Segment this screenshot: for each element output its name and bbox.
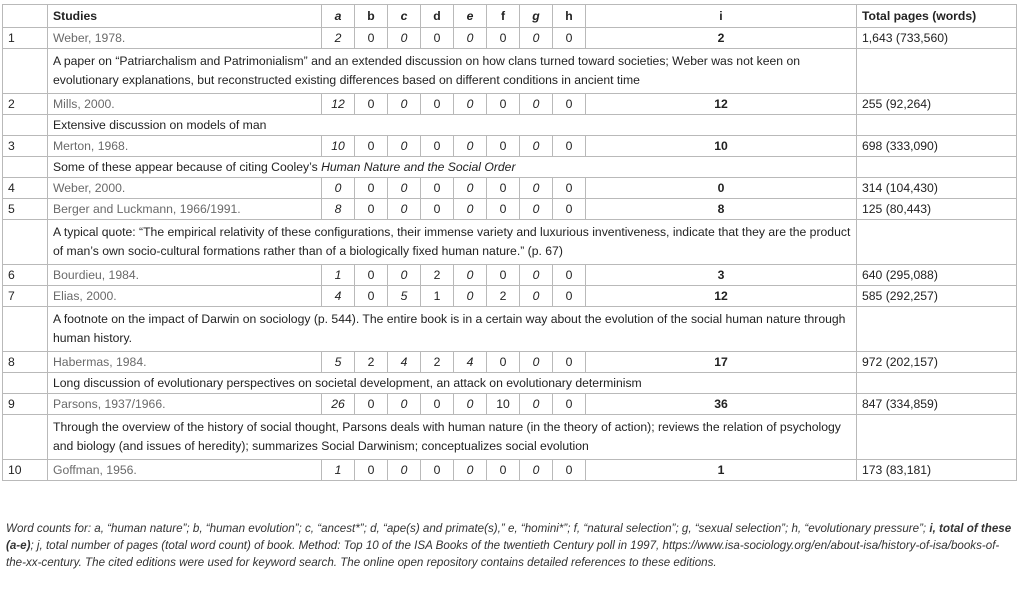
note-spacer [857, 307, 1017, 352]
header-studies: Studies [48, 5, 322, 28]
row-number: 6 [3, 265, 48, 286]
count-e: 4 [454, 352, 487, 373]
study-note: Extensive discussion on models of man [48, 115, 857, 136]
row-number: 8 [3, 352, 48, 373]
header-a: a [322, 5, 355, 28]
count-f: 0 [487, 265, 520, 286]
note-spacer [3, 415, 48, 460]
header-e: e [454, 5, 487, 28]
note-row [3, 115, 1017, 136]
count-g: 0 [520, 265, 553, 286]
count-d: 1 [421, 286, 454, 307]
table-row [3, 394, 1017, 415]
study-note: A paper on “Patriarchalism and Patrimonialism” and an extended discussion on how clans turned toward societies; Weber was not keen on evolutionary explanations, but reconstructed existing differences based on different conditions in ancient time [48, 49, 857, 94]
studies-table [2, 4, 1017, 481]
header-g: g [520, 5, 553, 28]
count-e: 0 [454, 265, 487, 286]
count-d: 0 [421, 178, 454, 199]
study-citation: Elias, 2000. [48, 286, 322, 307]
count-f: 0 [487, 136, 520, 157]
count-g: 0 [520, 136, 553, 157]
count-d: 0 [421, 28, 454, 49]
footnote-bold: i, total of these (a-e) [6, 522, 1012, 552]
study-citation: Berger and Luckmann, 1966/1991. [48, 199, 322, 220]
note-spacer [3, 157, 48, 178]
count-b: 0 [355, 94, 388, 115]
count-c: 4 [388, 352, 421, 373]
study-citation: Mills, 2000. [48, 94, 322, 115]
count-c: 0 [388, 136, 421, 157]
header-row [3, 5, 1017, 28]
row-number: 2 [3, 94, 48, 115]
study-note: Long discussion of evolutionary perspectives on societal development, an attack on evolutionary determinism [48, 373, 857, 394]
footnote-text: Word counts for: a, “human nature”; b, “human evolution”; c, “ancest*”; d, “ape(s) and primate(s),” e, “homini*”; f, “natural selection”; g, “sexual selection”; h, “evolutionary pressure”; [6, 522, 930, 535]
count-a: 10 [322, 136, 355, 157]
total-pages: 847 (334,859) [857, 394, 1017, 415]
footnote-text-end: ; j, total number of pages (total word count) of book. Method: Top 10 of the ISA Books of the twentieth Century poll in 1997, https://www.isa-sociology.org/en/about-isa/history-of-isa/books-of-the-xx-century. The cited editions were used for keyword search. The online open repository contains detailed references to these editions. [6, 539, 1000, 569]
count-h: 0 [553, 394, 586, 415]
count-g: 0 [520, 28, 553, 49]
count-a: 1 [322, 460, 355, 481]
note-spacer [3, 115, 48, 136]
count-b: 0 [355, 178, 388, 199]
total-pages: 698 (333,090) [857, 136, 1017, 157]
study-citation: Weber, 2000. [48, 178, 322, 199]
table-row [3, 28, 1017, 49]
total-pages: 1,643 (733,560) [857, 28, 1017, 49]
count-e: 0 [454, 286, 487, 307]
count-c: 0 [388, 265, 421, 286]
count-d: 0 [421, 460, 454, 481]
note-row [3, 49, 1017, 94]
count-a: 12 [322, 94, 355, 115]
book-title: Human Nature and the Social Order [321, 159, 516, 174]
count-g: 0 [520, 394, 553, 415]
row-number: 4 [3, 178, 48, 199]
count-f: 0 [487, 178, 520, 199]
total-pages: 255 (92,264) [857, 94, 1017, 115]
total-pages: 125 (80,443) [857, 199, 1017, 220]
count-d: 2 [421, 265, 454, 286]
count-i-total: 12 [586, 286, 857, 307]
count-a: 4 [322, 286, 355, 307]
count-e: 0 [454, 28, 487, 49]
total-pages: 640 (295,088) [857, 265, 1017, 286]
count-a: 5 [322, 352, 355, 373]
note-spacer [3, 49, 48, 94]
count-g: 0 [520, 199, 553, 220]
note-spacer [857, 373, 1017, 394]
count-d: 2 [421, 352, 454, 373]
count-g: 0 [520, 352, 553, 373]
count-b: 0 [355, 265, 388, 286]
study-note [48, 157, 857, 178]
count-f: 0 [487, 94, 520, 115]
count-g: 0 [520, 460, 553, 481]
header-c: c [388, 5, 421, 28]
row-number: 1 [3, 28, 48, 49]
count-i-total: 17 [586, 352, 857, 373]
study-citation: Habermas, 1984. [48, 352, 322, 373]
header-b: b [355, 5, 388, 28]
table-row [3, 178, 1017, 199]
table-row [3, 136, 1017, 157]
note-row [3, 373, 1017, 394]
count-e: 0 [454, 394, 487, 415]
count-c: 0 [388, 94, 421, 115]
count-h: 0 [553, 286, 586, 307]
count-e: 0 [454, 460, 487, 481]
note-row [3, 307, 1017, 352]
count-c: 0 [388, 460, 421, 481]
note-row [3, 157, 1017, 178]
count-e: 0 [454, 94, 487, 115]
count-h: 0 [553, 28, 586, 49]
note-spacer [857, 115, 1017, 136]
count-i-total: 0 [586, 178, 857, 199]
count-h: 0 [553, 94, 586, 115]
table-row [3, 352, 1017, 373]
study-citation: Parsons, 1937/1966. [48, 394, 322, 415]
header-f: f [487, 5, 520, 28]
row-number: 7 [3, 286, 48, 307]
count-g: 0 [520, 178, 553, 199]
count-f: 0 [487, 460, 520, 481]
count-h: 0 [553, 352, 586, 373]
count-b: 0 [355, 199, 388, 220]
count-a: 0 [322, 178, 355, 199]
total-pages: 173 (83,181) [857, 460, 1017, 481]
count-i-total: 10 [586, 136, 857, 157]
study-citation: Weber, 1978. [48, 28, 322, 49]
count-b: 0 [355, 28, 388, 49]
count-h: 0 [553, 460, 586, 481]
note-spacer [3, 373, 48, 394]
count-h: 0 [553, 178, 586, 199]
count-b: 0 [355, 394, 388, 415]
header-h: h [553, 5, 586, 28]
table-footnote [6, 520, 1016, 571]
row-number: 9 [3, 394, 48, 415]
count-c: 0 [388, 394, 421, 415]
note-spacer [857, 220, 1017, 265]
total-pages: 585 (292,257) [857, 286, 1017, 307]
header-i: i [586, 5, 857, 28]
row-number: 3 [3, 136, 48, 157]
total-pages: 314 (104,430) [857, 178, 1017, 199]
note-spacer [857, 157, 1017, 178]
count-e: 0 [454, 136, 487, 157]
table-row [3, 94, 1017, 115]
count-a: 2 [322, 28, 355, 49]
count-i-total: 12 [586, 94, 857, 115]
header-d: d [421, 5, 454, 28]
note-spacer [857, 49, 1017, 94]
note-row [3, 220, 1017, 265]
count-e: 0 [454, 178, 487, 199]
table-row [3, 286, 1017, 307]
count-b: 0 [355, 286, 388, 307]
count-d: 0 [421, 136, 454, 157]
count-f: 0 [487, 28, 520, 49]
count-b: 0 [355, 136, 388, 157]
count-h: 0 [553, 199, 586, 220]
count-a: 1 [322, 265, 355, 286]
study-note: Through the overview of the history of social thought, Parsons deals with human nature (in the theory of action); reviews the relation of psychology and biology (and issues of heredity); summarizes Social Darwinism; conceptualizes social evolution [48, 415, 857, 460]
count-e: 0 [454, 199, 487, 220]
count-c: 0 [388, 178, 421, 199]
count-g: 0 [520, 286, 553, 307]
count-d: 0 [421, 394, 454, 415]
count-a: 26 [322, 394, 355, 415]
count-c: 0 [388, 199, 421, 220]
study-citation: Goffman, 1956. [48, 460, 322, 481]
count-b: 2 [355, 352, 388, 373]
note-row [3, 415, 1017, 460]
count-g: 0 [520, 94, 553, 115]
header-total: Total pages (words) [857, 5, 1017, 28]
count-f: 10 [487, 394, 520, 415]
count-f: 0 [487, 352, 520, 373]
note-spacer [3, 307, 48, 352]
table-row [3, 199, 1017, 220]
note-text: Some of these appear because of citing Cooley’s [53, 159, 322, 174]
note-spacer [3, 220, 48, 265]
count-a: 8 [322, 199, 355, 220]
count-i-total: 8 [586, 199, 857, 220]
count-b: 0 [355, 460, 388, 481]
count-i-total: 2 [586, 28, 857, 49]
count-i-total: 1 [586, 460, 857, 481]
table-row [3, 460, 1017, 481]
count-i-total: 36 [586, 394, 857, 415]
count-h: 0 [553, 265, 586, 286]
study-citation: Merton, 1968. [48, 136, 322, 157]
study-citation: Bourdieu, 1984. [48, 265, 322, 286]
header-num [3, 5, 48, 28]
total-pages: 972 (202,157) [857, 352, 1017, 373]
count-c: 0 [388, 28, 421, 49]
count-d: 0 [421, 199, 454, 220]
count-f: 0 [487, 199, 520, 220]
note-spacer [857, 415, 1017, 460]
count-d: 0 [421, 94, 454, 115]
count-c: 5 [388, 286, 421, 307]
row-number: 5 [3, 199, 48, 220]
count-h: 0 [553, 136, 586, 157]
row-number: 10 [3, 460, 48, 481]
count-f: 2 [487, 286, 520, 307]
study-note: A footnote on the impact of Darwin on sociology (p. 544). The entire book is in a certain way about the evolution of the social human nature through human history. [48, 307, 857, 352]
table-row [3, 265, 1017, 286]
count-i-total: 3 [586, 265, 857, 286]
study-note: A typical quote: “The empirical relativity of these configurations, their immense variety and luxurious inventiveness, indicate that they are the product of man’s own socio-cultural formations rather than of a biologically fixed human nature.” (p. 67) [48, 220, 857, 265]
